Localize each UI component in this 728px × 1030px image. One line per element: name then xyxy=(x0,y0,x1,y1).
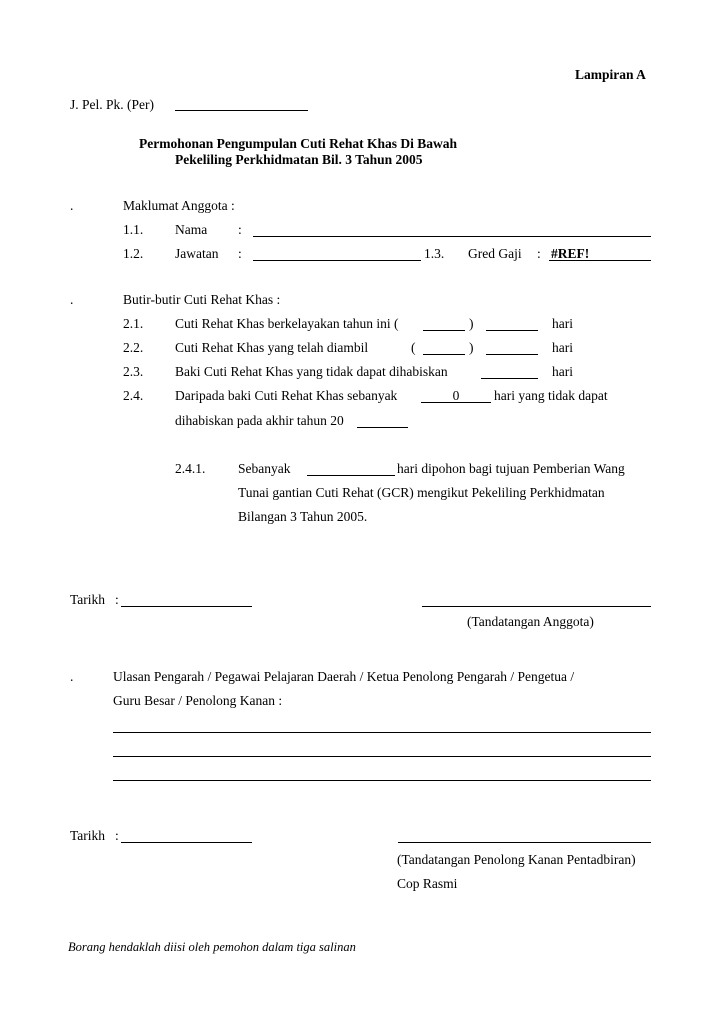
member-signature-label: (Tandatangan Anggota) xyxy=(467,614,594,629)
section1-number: . xyxy=(70,198,74,213)
position-colon: : xyxy=(238,246,242,261)
grade-colon: : xyxy=(537,246,541,261)
item-2-4-field-line[interactable] xyxy=(421,402,491,403)
item-2-3-number: 2.3. xyxy=(123,364,144,379)
item-2-1-text: Cuti Rehat Khas berkelayakan tahun ini ( xyxy=(175,316,399,331)
official-stamp-label: Cop Rasmi xyxy=(397,876,458,891)
item-2-4-value: 0 xyxy=(452,388,460,403)
item-2-4-1-field-line[interactable] xyxy=(307,475,395,476)
item-2-3-text: Baki Cuti Rehat Khas yang tidak dapat dihabiskan xyxy=(175,364,448,379)
date-colon: : xyxy=(115,592,119,607)
admin-signature-label: (Tandatangan Penolong Kanan Pentadbiran) xyxy=(397,852,636,867)
date-field-line-2[interactable] xyxy=(121,842,252,843)
item-2-4-1-text: hari dipohon bagi tujuan Pemberian Wang xyxy=(397,461,625,476)
section3-heading-line2: Guru Besar / Penolong Kanan : xyxy=(113,693,283,708)
item-2-4-number: 2.4. xyxy=(123,388,144,403)
item-2-2-text: Cuti Rehat Khas yang telah diambil xyxy=(175,340,369,355)
item-2-3-days-line[interactable] xyxy=(481,378,538,379)
item-2-3-unit: hari xyxy=(552,364,573,379)
form-title-line2: Pekeliling Perkhidmatan Bil. 3 Tahun 2005 xyxy=(175,152,423,167)
section2-number: . xyxy=(70,292,74,307)
item-2-4-text-cont: hari yang tidak dapat xyxy=(494,388,608,403)
name-label: Nama xyxy=(175,222,208,237)
section3-number: . xyxy=(70,669,74,684)
item-2-2-unit: hari xyxy=(552,340,573,355)
section1-heading: Maklumat Anggota : xyxy=(123,198,235,213)
item-2-2-field-line[interactable] xyxy=(423,354,465,355)
item-2-1-field-line[interactable] xyxy=(423,330,465,331)
item-1-2-number: 1.2. xyxy=(123,246,144,261)
comment-line-3[interactable] xyxy=(113,780,651,781)
item-2-1-close-paren: ) xyxy=(469,316,474,331)
item-2-4-1-label: Sebanyak xyxy=(238,461,291,476)
item-2-1-number: 2.1. xyxy=(123,316,144,331)
item-2-4-text: Daripada baki Cuti Rehat Khas sebanyak xyxy=(175,388,398,403)
comment-line-2[interactable] xyxy=(113,756,651,757)
year-field-line[interactable] xyxy=(357,427,408,428)
name-colon: : xyxy=(238,222,242,237)
item-2-2-number: 2.2. xyxy=(123,340,144,355)
item-2-4-year-text: dihabiskan pada akhir tahun 20 xyxy=(175,413,344,428)
office-label: J. Pel. Pk. (Per) xyxy=(70,97,154,112)
annex-label: Lampiran A xyxy=(575,67,646,82)
date-field-line[interactable] xyxy=(121,606,252,607)
form-title-line1: Permohonan Pengumpulan Cuti Rehat Khas Di Bawah xyxy=(139,136,458,151)
grade-value: #REF! xyxy=(551,246,590,261)
item-2-2-close-paren: ) xyxy=(469,340,474,355)
item-1-3-number: 1.3. xyxy=(424,246,445,261)
date-label: Tarikh xyxy=(70,592,106,607)
date-label-2: Tarikh xyxy=(70,828,106,843)
admin-signature-line[interactable] xyxy=(398,842,651,843)
item-2-2-open-paren: ( xyxy=(411,340,416,355)
item-2-1-days-line[interactable] xyxy=(486,330,538,331)
section3-heading: Ulasan Pengarah / Pegawai Pelajaran Daerah / Ketua Penolong Pengarah / Pengetua / xyxy=(113,669,575,684)
date-colon-2: : xyxy=(115,828,119,843)
item-2-2-days-line[interactable] xyxy=(486,354,538,355)
position-field-line[interactable] xyxy=(253,260,421,261)
comment-line-1[interactable] xyxy=(113,732,651,733)
grade-field-line[interactable] xyxy=(549,260,651,261)
position-label: Jawatan xyxy=(175,246,219,261)
name-field-line[interactable] xyxy=(253,236,651,237)
item-2-4-1-text-line3: Bilangan 3 Tahun 2005. xyxy=(238,509,368,524)
item-2-1-unit: hari xyxy=(552,316,573,331)
section2-heading: Butir-butir Cuti Rehat Khas : xyxy=(123,292,281,307)
item-1-1-number: 1.1. xyxy=(123,222,144,237)
member-signature-line[interactable] xyxy=(422,606,651,607)
grade-label: Gred Gaji xyxy=(468,246,522,261)
item-2-4-1-text-line2: Tunai gantian Cuti Rehat (GCR) mengikut Pekeliling Perkhidmatan xyxy=(238,485,605,500)
item-2-4-1-number: 2.4.1. xyxy=(175,461,206,476)
footer-note: Borang hendaklah diisi oleh pemohon dalam tiga salinan xyxy=(68,940,356,954)
office-field-line[interactable] xyxy=(175,110,308,111)
